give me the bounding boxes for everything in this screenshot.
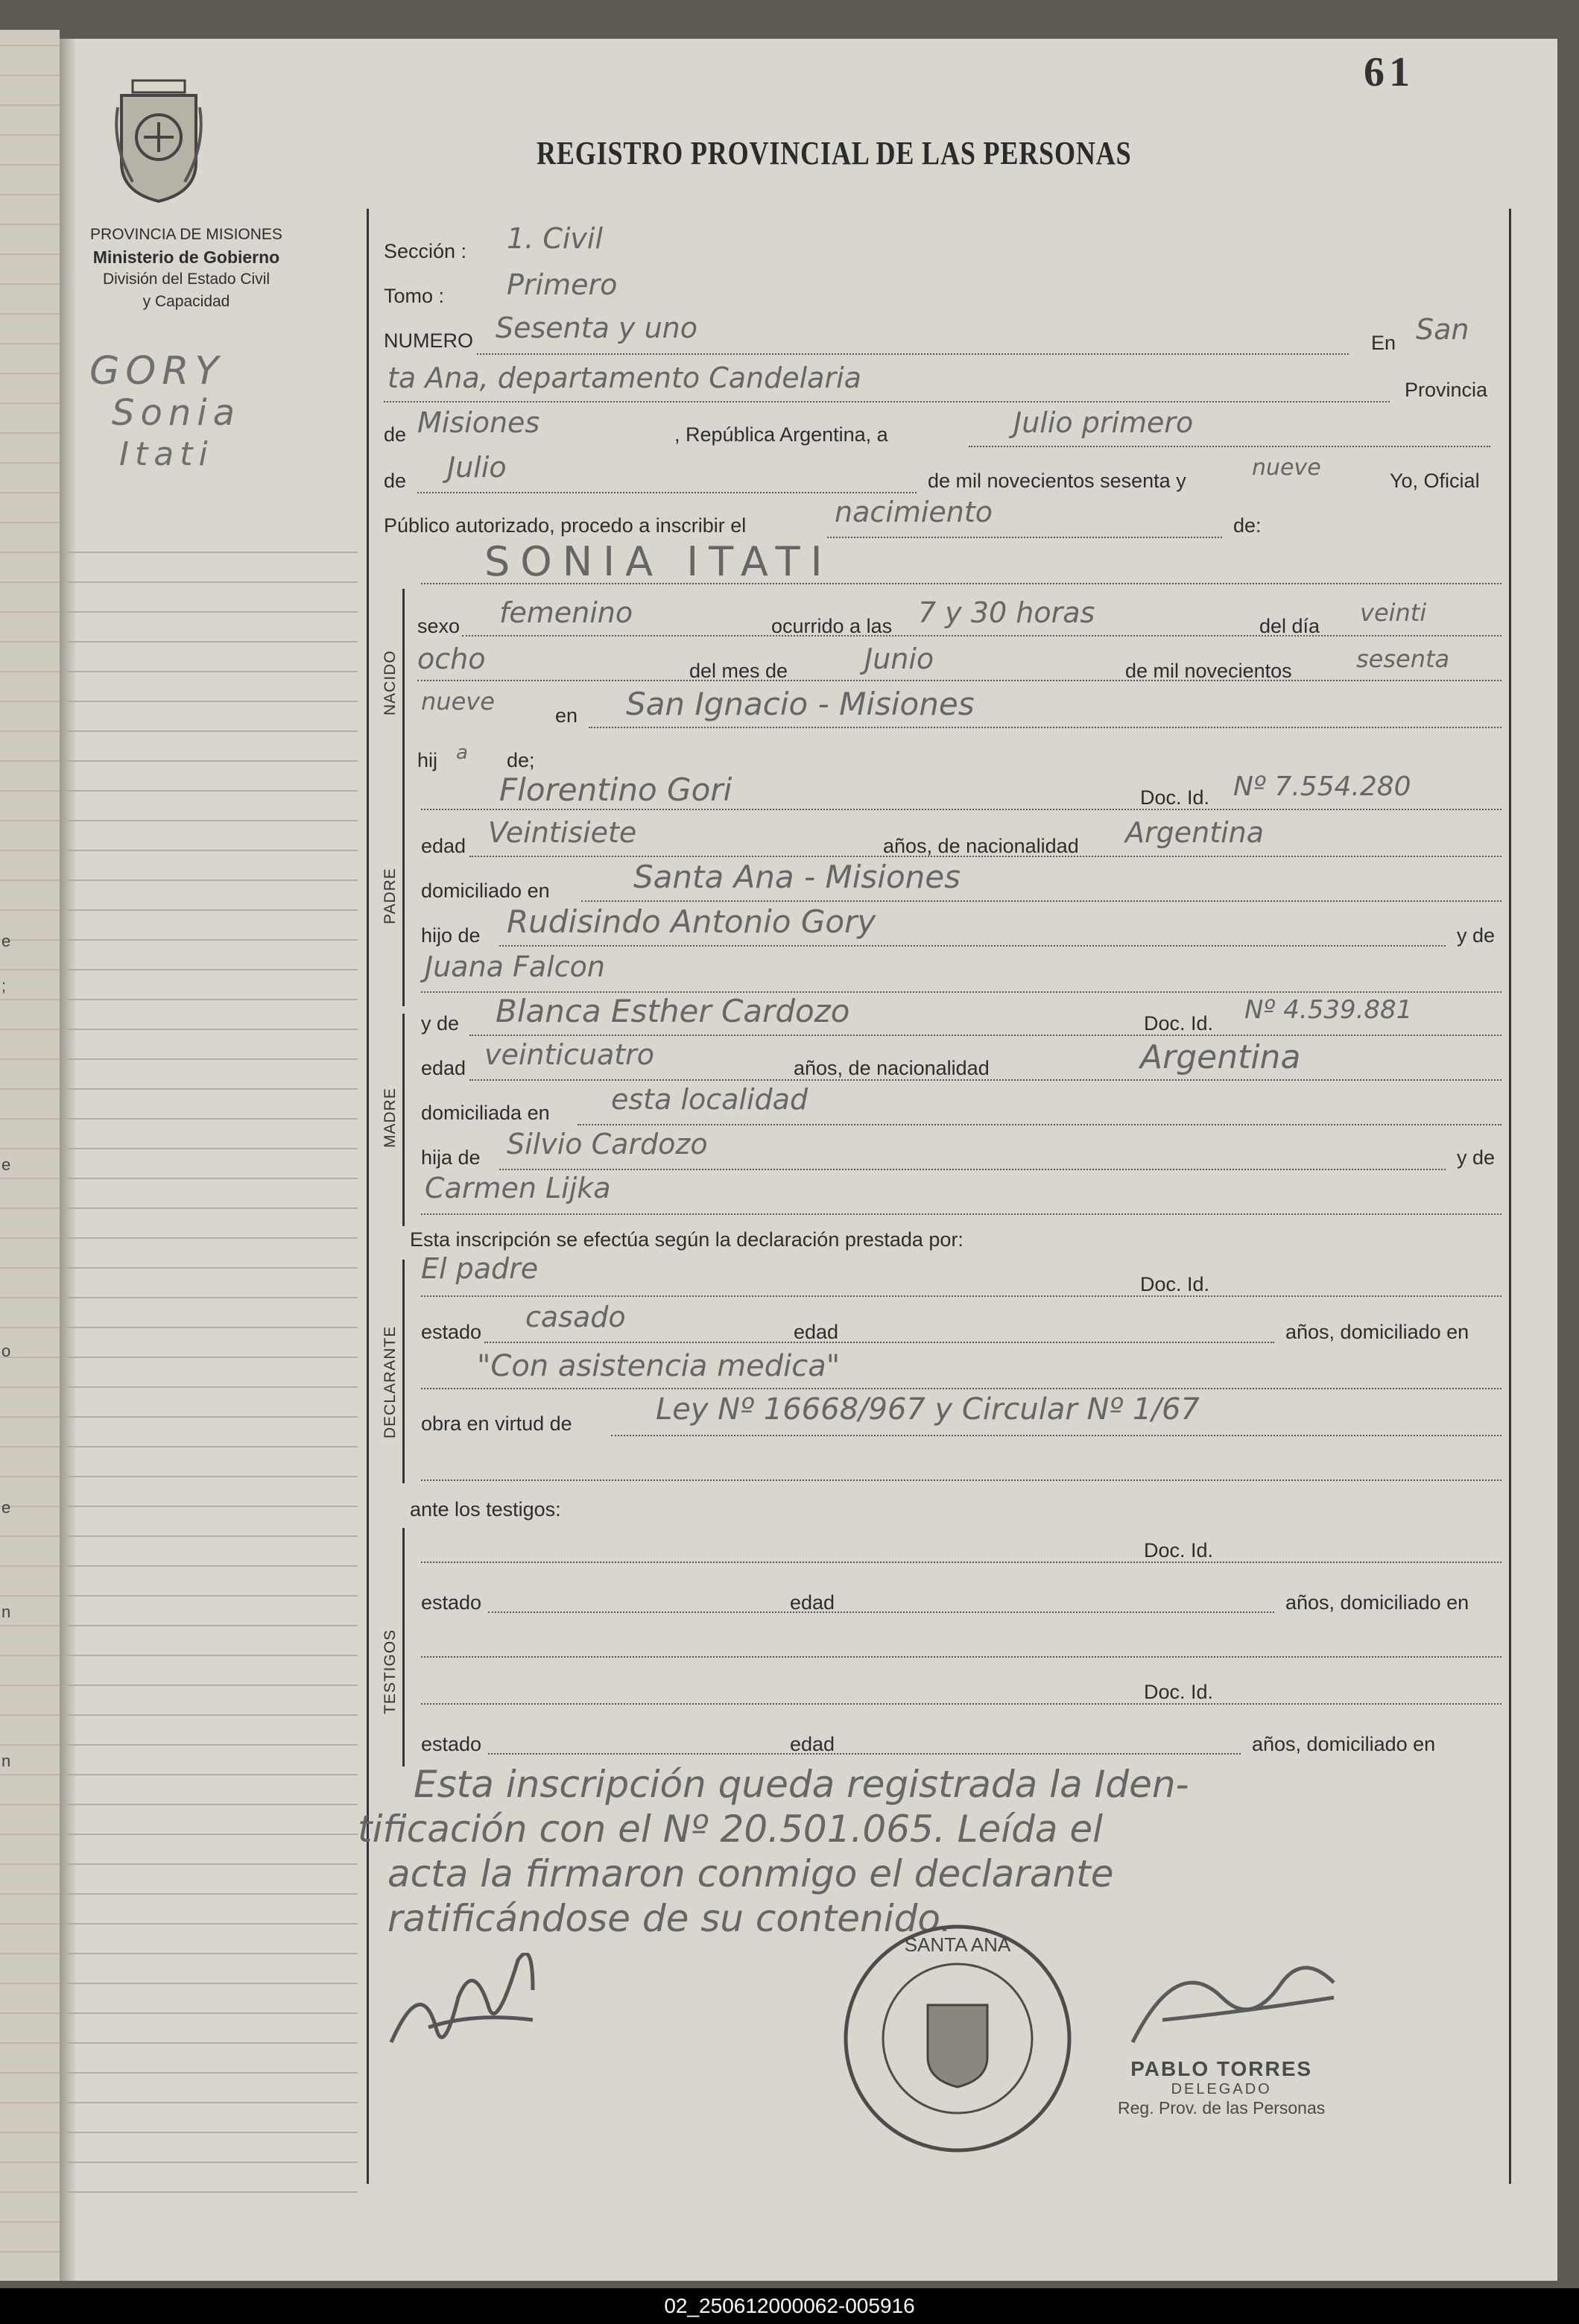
adjacent-page-rule <box>0 2042 60 2044</box>
adjacent-page-rule <box>0 969 60 970</box>
agency-block <box>67 224 306 313</box>
margin-rule <box>67 1565 358 1567</box>
month-value: Julio <box>447 451 507 484</box>
de3-label: de: <box>1233 514 1262 537</box>
padre-domicilio-line <box>581 900 1502 902</box>
person-name-line <box>421 583 1502 584</box>
declarante-doc-label: Doc. Id. <box>1140 1273 1210 1295</box>
provincia-label: Provincia <box>1405 379 1488 401</box>
margin-rule <box>67 2042 358 2044</box>
official-seal-icon <box>835 1916 1080 2162</box>
margin-rule <box>67 1804 358 1805</box>
adjacent-page-rule <box>0 134 60 136</box>
margin-rule <box>67 1893 358 1895</box>
margin-rule <box>67 1535 358 1537</box>
hij-de-label: de; <box>507 749 535 771</box>
padre-name-value: Florentino Gori <box>499 771 732 808</box>
adjacent-page-rule <box>0 1207 60 1209</box>
del-dia-label: del día <box>1259 615 1320 637</box>
publico-label: Público autorizado, procedo a inscribir el <box>384 514 747 537</box>
numero-value: Sesenta y uno <box>496 312 698 344</box>
margin-rule <box>67 1416 358 1418</box>
declarante-name-value: El padre <box>421 1252 539 1285</box>
declarante-anios-label: años, domiciliado en <box>1285 1321 1469 1343</box>
adjacent-page-rule <box>0 1029 60 1030</box>
adjacent-page-letter: e <box>1 1498 11 1517</box>
hij-suffix: a <box>456 742 468 764</box>
page-number: 61 <box>1364 49 1414 95</box>
margin-rule <box>67 611 358 613</box>
note-line-4: ratificándose de su contenido. <box>387 1897 952 1940</box>
del-mes-label: del mes de <box>689 660 788 682</box>
adjacent-page-rule <box>0 999 60 1000</box>
margin-rule <box>67 1714 358 1716</box>
declarante-obra-line <box>611 1435 1502 1436</box>
image-caption: 02_250612000062-005916 <box>0 2288 1579 2324</box>
act-value: nacimiento <box>835 496 993 528</box>
margin-rule <box>67 2191 358 2193</box>
margin-rule <box>67 909 358 911</box>
adjacent-page-rule <box>0 1953 60 1954</box>
margin-rule <box>67 1088 358 1090</box>
date-value: Julio primero <box>1013 406 1194 439</box>
adjacent-page-rule <box>0 1655 60 1656</box>
de-label: de <box>384 423 407 446</box>
lugar-value: San Ignacio - Misiones <box>626 686 975 722</box>
adjacent-page-letter: n <box>1 1603 11 1621</box>
padre-hijo-label: hijo de <box>421 924 481 947</box>
adjacent-page-rule <box>0 1178 60 1179</box>
adjacent-page-rule <box>0 2221 60 2223</box>
note-line-1: Esta inscripción queda registrada la Iden- <box>414 1763 1189 1806</box>
margin-rule <box>67 1506 358 1507</box>
adjacent-page-rule <box>0 1923 60 1924</box>
act-line <box>827 537 1222 538</box>
adjacent-page-rule <box>0 1267 60 1269</box>
adjacent-page-rule <box>0 1118 60 1120</box>
adjacent-page-rule <box>0 2102 60 2103</box>
adjacent-page-rule <box>0 2012 60 2014</box>
adjacent-page-rule <box>0 1297 60 1298</box>
adjacent-page-rule <box>0 313 60 315</box>
adjacent-page-rule <box>0 373 60 374</box>
madre-domicilio-line <box>578 1124 1502 1125</box>
margin-rule <box>67 1625 358 1626</box>
padre-doc-value: Nº 7.554.280 <box>1233 771 1411 802</box>
margin-rule <box>67 581 358 583</box>
madre-domicilio-label: domiciliada en <box>421 1102 550 1124</box>
adjacent-page-rule <box>0 1088 60 1090</box>
margin-rule <box>67 760 358 762</box>
margin-rule <box>67 1029 358 1030</box>
adjacent-page-rule <box>0 283 60 285</box>
testigo1-doc-label: Doc. Id. <box>1144 1539 1214 1562</box>
adjacent-page-rule <box>0 1714 60 1716</box>
adjacent-page-rule <box>0 2132 60 2133</box>
margin-rule <box>67 1058 358 1060</box>
margin-rule <box>67 1774 358 1775</box>
hora-value: 7 y 30 horas <box>918 596 1095 629</box>
adjacent-page-rule <box>0 641 60 642</box>
dia-value: veinti <box>1360 599 1427 627</box>
padre-hijo-line <box>499 945 1446 947</box>
page-spine <box>60 39 76 2281</box>
madre-y-de2-label: y de <box>1457 1146 1496 1169</box>
margin-rule <box>67 1327 358 1328</box>
margin-rule <box>67 701 358 702</box>
testigo2-estado-label: estado <box>421 1733 482 1755</box>
margin-given-1: Sonia <box>112 392 241 434</box>
adjacent-page-rule <box>0 2072 60 2074</box>
madre-hija-label: hija de <box>421 1146 481 1169</box>
margin-rule <box>67 1357 358 1358</box>
coat-of-arms-icon <box>110 78 207 204</box>
padre-domicilio-label: domiciliado en <box>421 880 550 902</box>
testigos-section <box>402 1528 405 1766</box>
note-line-2: tificación con el Nº 20.501.065. Leída el <box>358 1807 1104 1851</box>
margin-rule <box>67 1595 358 1597</box>
margin-rule <box>67 880 358 881</box>
margin-rule <box>67 552 358 553</box>
adjacent-page-rule <box>0 1595 60 1597</box>
margin-rule <box>67 1476 358 1477</box>
adjacent-page-rule <box>0 1446 60 1447</box>
de2-label: de <box>384 470 407 492</box>
testigo2-anios-label: años, domiciliado en <box>1252 1733 1436 1755</box>
ministry-name: Ministerio de Gobierno <box>92 247 280 267</box>
declarante-obra-label: obra en virtud de <box>421 1412 572 1435</box>
adjacent-page-rule <box>0 1535 60 1537</box>
adjacent-page-letter: n <box>1 1752 11 1770</box>
adjacent-page-rule <box>0 1058 60 1060</box>
adjacent-page-rule <box>0 1416 60 1418</box>
margin-rule <box>67 1655 358 1656</box>
margin-rule <box>67 1148 358 1149</box>
official-block <box>1118 2057 1325 2118</box>
year-value: nueve <box>1252 455 1321 481</box>
declarante-blank-line <box>421 1480 1502 1481</box>
dia-line <box>417 680 1502 681</box>
nacido-section <box>402 589 405 798</box>
adjacent-page-rule <box>0 343 60 344</box>
margin-rule <box>67 1267 358 1269</box>
madre-doc-label: Doc. Id. <box>1144 1012 1214 1035</box>
declarante-extra-value: "Con asistencia medica" <box>477 1349 841 1383</box>
testigo2-estado-line <box>488 1753 1241 1755</box>
margin-surname: GORY <box>89 349 225 394</box>
adjacent-page-rule <box>0 1327 60 1328</box>
adjacent-page-rule <box>0 909 60 911</box>
margin-rule <box>67 1953 358 1954</box>
hij-label: hij <box>417 749 438 771</box>
madre-madre-value: Carmen Lijka <box>425 1172 611 1204</box>
margin-rule <box>67 1237 358 1239</box>
adjacent-page-letter: e <box>1 932 11 950</box>
adjacent-page-rule <box>0 402 60 404</box>
madre-section <box>402 1014 405 1226</box>
margin-rule <box>67 999 358 1000</box>
official-signature <box>1118 1938 1364 2065</box>
numero-label: NUMERO <box>384 329 473 352</box>
declaracion-label: Esta inscripción se efectúa según la declaración prestada por: <box>410 1228 963 1251</box>
division-name: División del Estado Civil <box>102 271 270 288</box>
margin-rule <box>67 820 358 821</box>
margin-rule <box>67 1386 358 1388</box>
declarant-signature <box>384 1953 563 2065</box>
madre-hija-value: Silvio Cardozo <box>507 1128 708 1161</box>
testigo2-name-line <box>421 1703 1502 1705</box>
margin-rule <box>67 730 358 732</box>
adjacent-page-letter: e <box>1 1155 11 1174</box>
anio-value-2: nueve <box>421 687 495 716</box>
adjacent-page-rule <box>0 1684 60 1686</box>
padre-anios-label: años, de nacionalidad <box>883 835 1079 857</box>
adjacent-page-letter: o <box>1 1342 11 1360</box>
note-line-3: acta la firmaron conmigo el declarante <box>387 1852 1114 1895</box>
margin-rule <box>67 939 358 941</box>
testigo1-name-line <box>421 1562 1502 1563</box>
testigo2-edad-label: edad <box>790 1733 835 1755</box>
adjacent-page-rule <box>0 760 60 762</box>
adjacent-page-rule <box>0 1804 60 1805</box>
margin-rule <box>67 671 358 672</box>
madre-domicilio-value: esta localidad <box>611 1083 809 1116</box>
margin-rule <box>67 1863 358 1865</box>
adjacent-page-rule <box>0 104 60 106</box>
declarante-label: DECLARANTE <box>382 1325 399 1439</box>
official-office: Reg. Prov. de las Personas <box>1118 2098 1326 2118</box>
province-name: PROVINCIA DE MISIONES <box>90 226 282 243</box>
person-name: SONIA ITATI <box>484 538 833 585</box>
month-line <box>417 492 917 493</box>
margin-rule <box>67 641 358 642</box>
margin-rule <box>67 2072 358 2074</box>
sexo-line <box>462 635 1502 637</box>
padre-hijo-value: Rudisindo Antonio Gory <box>507 903 876 940</box>
adjacent-page-rule <box>0 1863 60 1865</box>
adjacent-page-rule <box>0 1148 60 1149</box>
padre-label: PADRE <box>382 868 399 924</box>
seal-text: SANTA ANA <box>904 1933 1011 1956</box>
adjacent-page-rule <box>0 492 60 493</box>
margin-rule <box>67 850 358 851</box>
margin-rule <box>67 1983 358 1984</box>
place-line <box>384 401 1390 402</box>
adjacent-page-rule <box>0 790 60 792</box>
padre-edad-label: edad <box>421 835 466 857</box>
mes-value: Junio <box>864 642 934 675</box>
margin-rule <box>67 969 358 970</box>
nacido-label: NACIDO <box>382 650 399 716</box>
en-label: En <box>1371 332 1396 354</box>
lugar-line <box>589 727 1502 728</box>
adjacent-page-rule <box>0 164 60 165</box>
testigo2-doc-label: Doc. Id. <box>1144 1681 1214 1703</box>
margin-rule <box>67 2012 358 2014</box>
adjacent-page-rule <box>0 194 60 195</box>
madre-edad-label: edad <box>421 1057 466 1079</box>
margin-rule <box>67 1207 358 1209</box>
numero-line <box>477 353 1349 355</box>
ocurrido-label: ocurrido a las <box>771 615 893 637</box>
en-nac-label: en <box>555 704 578 727</box>
testigos-label: TESTIGOS <box>382 1629 399 1714</box>
margin-rule <box>67 1744 358 1746</box>
madre-madre-line <box>421 1213 1502 1215</box>
margin-rule <box>67 2102 358 2103</box>
madre-edad-line <box>469 1079 1502 1081</box>
en-value: San <box>1416 313 1469 346</box>
margin-rule <box>67 1118 358 1120</box>
adjacent-page-rule <box>0 1386 60 1388</box>
padre-doc-label: Doc. Id. <box>1140 786 1210 809</box>
official-name: PABLO TORRES <box>1130 2057 1313 2080</box>
padre-name-line <box>421 809 1502 810</box>
adjacent-page-rule <box>0 2191 60 2193</box>
seccion-value: 1. Civil <box>507 222 604 255</box>
adjacent-page-rule <box>0 1774 60 1775</box>
official-title: DELEGADO <box>1171 2081 1272 2097</box>
page-title: REGISTRO PROVINCIAL DE LAS PERSONAS <box>537 135 1132 171</box>
adjacent-page-rule <box>0 1744 60 1746</box>
adjacent-page-rule <box>0 850 60 851</box>
padre-edad-line <box>469 856 1502 857</box>
adjacent-page-rule <box>0 701 60 702</box>
testigo1-estado-label: estado <box>421 1591 482 1614</box>
adjacent-page-rule <box>0 522 60 523</box>
margin-name <box>89 350 313 476</box>
adjacent-page-rule <box>0 2162 60 2163</box>
adjacent-page-rule <box>0 730 60 732</box>
padre-section <box>402 798 405 1006</box>
adjacent-page-rule <box>0 581 60 583</box>
mil-nac-label: de mil novecientos <box>1125 660 1292 682</box>
sexo-label: sexo <box>417 615 461 637</box>
adjacent-page-rule <box>0 253 60 255</box>
mil-label: de mil novecientos sesenta y <box>928 470 1186 492</box>
adjacent-page-rule <box>0 1834 60 1835</box>
padre-madre-value: Juana Falcon <box>425 950 605 983</box>
padre-nac-value: Argentina <box>1125 816 1265 849</box>
madre-name-value: Blanca Esther Cardozo <box>496 993 850 1029</box>
adjacent-page-rule <box>0 820 60 821</box>
declarante-estado-line <box>484 1342 1274 1343</box>
testigo1-anios-label: años, domiciliado en <box>1285 1591 1469 1614</box>
testigos-ante-label: ante los testigos: <box>410 1498 561 1521</box>
date-line <box>969 446 1490 447</box>
adjacent-page-rule <box>0 671 60 672</box>
de-value: Misiones <box>417 406 540 439</box>
sexo-value: femenino <box>499 596 633 629</box>
margin-rule <box>67 790 358 792</box>
declarante-estado-label: estado <box>421 1321 482 1343</box>
adjacent-page-rule <box>0 1565 60 1567</box>
tomo-label: Tomo : <box>384 285 445 307</box>
dia-value-2: ocho <box>417 642 486 675</box>
capacity-name: y Capacidad <box>142 293 230 310</box>
madre-edad-value: veinticuatro <box>484 1038 654 1071</box>
madre-label: MADRE <box>382 1087 399 1148</box>
adjacent-page-rule <box>0 2251 60 2252</box>
madre-nac-value: Argentina <box>1140 1038 1301 1076</box>
place-value: ta Ana, departamento Candelaria <box>387 361 861 394</box>
republica-label: , República Argentina, a <box>674 423 888 446</box>
padre-domicilio-value: Santa Ana - Misiones <box>633 859 961 895</box>
adjacent-page-letter: ; <box>1 976 7 995</box>
adjacent-page-rule <box>0 1625 60 1626</box>
seccion-label: Sección : <box>384 240 467 262</box>
yo-label: Yo, Oficial <box>1390 470 1480 492</box>
padre-y-de-label: y de <box>1457 924 1496 947</box>
declarante-section <box>402 1260 405 1483</box>
adjacent-page-rule <box>0 1893 60 1895</box>
declarante-name-line <box>421 1295 1502 1297</box>
declarante-extra-line <box>421 1388 1502 1389</box>
margin-rule <box>67 1684 358 1686</box>
adjacent-page-rule <box>0 552 60 553</box>
testigo1-blank-line <box>421 1656 1502 1658</box>
margin-rule <box>67 1446 358 1447</box>
declarante-estado-value: casado <box>525 1301 626 1333</box>
madre-doc-value: Nº 4.539.881 <box>1244 995 1413 1025</box>
padre-edad-value: Veintisiete <box>488 816 637 849</box>
adjacent-page-rule <box>0 1476 60 1477</box>
testigo1-estado-line <box>488 1611 1274 1613</box>
margin-rule <box>67 1297 358 1298</box>
margin-given-2: Itati <box>119 435 214 473</box>
adjacent-page-rule <box>0 75 60 76</box>
madre-hija-line <box>499 1169 1446 1170</box>
declarante-obra-value: Ley Nº 16668/967 y Circular Nº 1/67 <box>656 1392 1200 1427</box>
tomo-value: Primero <box>507 268 618 301</box>
margin-rule <box>67 1178 358 1179</box>
adjacent-page-rule <box>0 1983 60 1984</box>
margin-rule <box>67 2132 358 2133</box>
anio-value: sesenta <box>1356 645 1450 673</box>
declarante-edad-label: edad <box>794 1321 839 1343</box>
madre-name-line <box>469 1035 1502 1036</box>
margin-rule <box>67 2162 358 2163</box>
margin-rule <box>67 1923 358 1924</box>
adjacent-page-rule <box>0 45 60 46</box>
testigo1-edad-label: edad <box>790 1591 835 1614</box>
adjacent-page-rule <box>0 1237 60 1239</box>
adjacent-page-rule <box>0 462 60 464</box>
margin-rule <box>67 1834 358 1835</box>
adjacent-page-rule <box>0 611 60 613</box>
adjacent-page-rule <box>0 224 60 225</box>
madre-y-de-label: y de <box>421 1012 460 1035</box>
adjacent-page-rule <box>0 880 60 881</box>
madre-anios-label: años, de nacionalidad <box>794 1057 990 1079</box>
adjacent-page-rule <box>0 432 60 434</box>
